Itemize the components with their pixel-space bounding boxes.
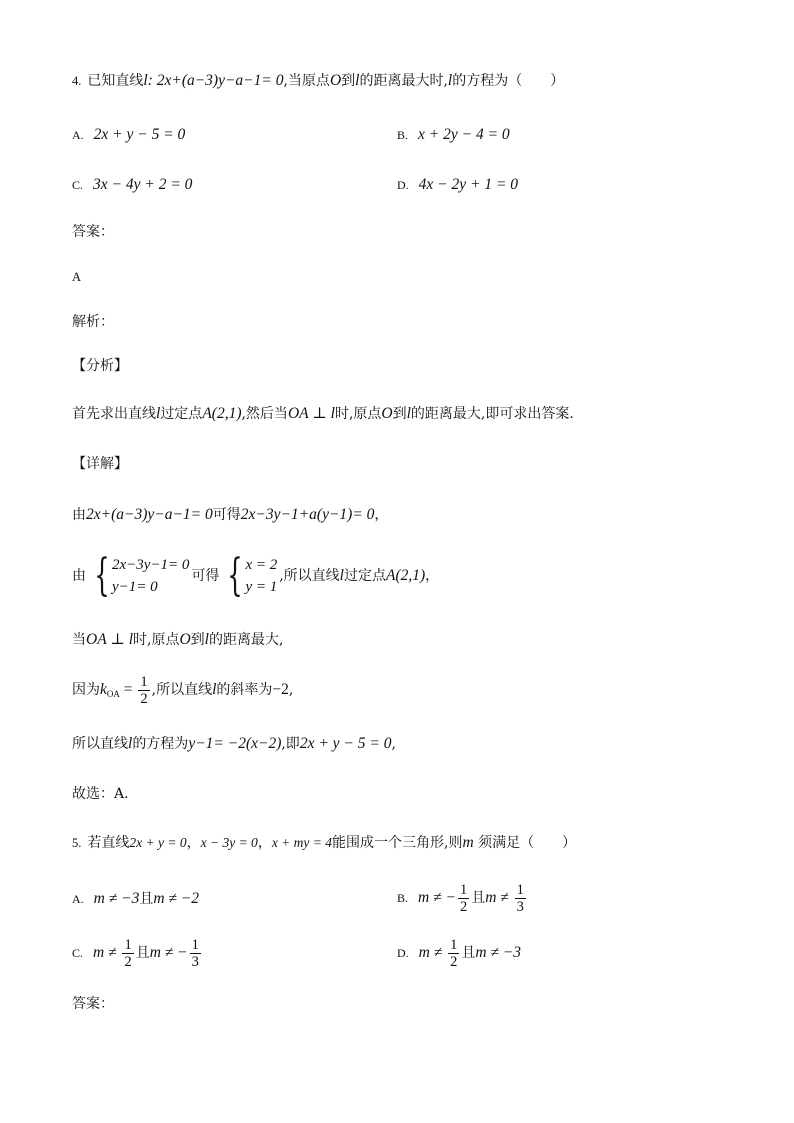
q5-eq2: x − 3y = 0	[200, 835, 258, 850]
step1-b: 可得	[212, 507, 241, 523]
step5-c: ,即	[281, 736, 300, 752]
step1-a: 由	[72, 507, 86, 523]
step2-d: 过定点	[343, 568, 386, 584]
step4-b: ,所以直线	[151, 682, 213, 698]
step3-c: 到	[190, 632, 205, 648]
fenxi-t3: ,然后当	[241, 406, 288, 422]
q5-d-p1: m ≠	[418, 944, 447, 961]
q5-option-b-label: B.	[397, 891, 409, 905]
q5-sep2: ，	[257, 835, 272, 851]
q5-c-f1-den: 2	[124, 953, 132, 970]
q4-number: 4.	[72, 74, 82, 88]
step4-eq: =	[119, 681, 137, 698]
sys2-line2: y = 1	[245, 579, 278, 595]
q5-a-p1: m ≠ −3	[93, 890, 140, 907]
q4-option-c-label: C.	[72, 178, 84, 192]
fenxi-t5: 到	[392, 406, 407, 422]
q5-c-frac1	[122, 937, 133, 970]
step3-point-o: O	[179, 631, 191, 648]
system-2	[221, 550, 278, 601]
q5-option-d-label: D.	[397, 946, 409, 960]
q5-c-p2: m ≠ −	[149, 944, 188, 961]
q4-step4	[72, 672, 293, 712]
q4-stem-mid: ,当原点	[283, 73, 330, 89]
q5-c-p1: m ≠	[93, 944, 121, 961]
q4-answer-label: 答案：	[72, 224, 114, 240]
q4-option-d-text: 4x − 2y + 1 = 0	[418, 176, 519, 193]
q4-option-c	[72, 174, 192, 196]
step5-a: 所以直线	[72, 736, 128, 752]
step5-eq1: y−1= −2(x−2)	[188, 735, 282, 752]
q4-option-b	[397, 124, 510, 146]
step4-d: ,	[288, 682, 294, 698]
q4-equation: : 2x+(a−3)y−a−1= 0	[147, 72, 284, 89]
step4-k: k	[100, 681, 107, 698]
q5-b-mid: 且	[471, 890, 486, 906]
fenxi-cond: OA ⊥ l	[287, 405, 335, 422]
q5-option-a-label: A.	[72, 892, 84, 906]
q5-d-p2: m ≠ −3	[475, 944, 522, 961]
step1-eq1: 2x+(a−3)y−a−1= 0	[86, 506, 213, 523]
q5-d-mid: 且	[461, 945, 476, 961]
q4-step3	[72, 629, 283, 651]
step1-eq2: 2x−3y−1+a(y−1)= 0	[240, 506, 375, 523]
step2-point: A(2,1)	[385, 567, 426, 584]
step2-c: ,所以直线	[279, 568, 340, 584]
q4-stem	[72, 70, 564, 92]
q4-line-name-3: l	[447, 72, 453, 89]
q4-stem-suffix: 的方程为（ ）	[452, 73, 565, 89]
q5-c-f2-num: 1	[191, 936, 199, 953]
step4-sub: OA	[106, 689, 120, 699]
system-1-brace: {	[94, 550, 110, 601]
q4-option-d-label: D.	[397, 178, 409, 192]
q5-b-frac2	[515, 882, 526, 915]
q5-stem-b: 能围成一个三角形,则	[332, 835, 463, 851]
step5-line-l: l	[128, 735, 133, 752]
system-2-brace: {	[227, 550, 244, 601]
q5-eq1: 2x + y = 0	[129, 835, 187, 850]
step3-a: 当	[72, 632, 86, 648]
q4-option-c-text: 3x − 4y + 2 = 0	[93, 176, 193, 193]
q4-option-a-label: A.	[72, 128, 84, 142]
sys2-line1: x = 2	[245, 557, 278, 573]
q5-option-a	[72, 888, 199, 910]
step3-b: 时,原点	[133, 632, 180, 648]
q5-b-frac1	[458, 882, 469, 915]
q5-d-frac1	[448, 937, 459, 970]
q5-stem-a: 若直线	[87, 835, 130, 851]
q4-step1	[72, 504, 388, 526]
q4-option-a	[72, 124, 185, 146]
q5-b-f2-den: 3	[516, 898, 524, 915]
q4-conclusion: 故选：A.	[72, 786, 129, 802]
q4-analysis-label: 解析：	[72, 314, 114, 330]
fenxi-t1: 首先求出直线	[72, 406, 156, 422]
fenxi-t2: 过定点	[160, 406, 203, 422]
q5-b-f1-num: 1	[459, 881, 468, 898]
q4-xiangjie-header: 【详解】	[72, 456, 128, 472]
q5-answer-label: 答案：	[72, 996, 114, 1012]
frac-den: 2	[140, 690, 148, 707]
fenxi-point-o: O	[381, 405, 393, 422]
q5-var-m: m	[462, 834, 474, 851]
step2-line-l: l	[339, 567, 344, 584]
step4-val: −2	[272, 681, 289, 698]
step5-eq2: 2x + y − 5 = 0	[299, 735, 392, 752]
q5-b-p2: m ≠	[485, 889, 513, 906]
q5-d-f1-num: 1	[450, 936, 458, 953]
q4-option-b-label: B.	[397, 128, 409, 142]
frac-num: 1	[140, 673, 148, 690]
step5-d: ,	[391, 736, 396, 752]
q4-stem-mid2: 到	[341, 73, 356, 89]
step3-cond: OA ⊥ l	[86, 631, 134, 648]
step4-a: 因为	[72, 682, 100, 698]
step4-c: 的斜率为	[216, 682, 273, 698]
q5-stem	[72, 832, 576, 854]
q5-eq3: x + my = 4	[271, 835, 333, 850]
step2-b: 可得	[191, 568, 220, 584]
q4-step2	[72, 550, 440, 601]
q4-step5	[72, 733, 396, 755]
q5-a-mid: 且	[139, 891, 154, 907]
q5-option-c	[72, 933, 203, 973]
step5-b: 的方程为	[132, 736, 189, 752]
q5-a-p2: m ≠ −2	[153, 890, 200, 907]
q5-number: 5.	[72, 836, 82, 850]
q5-option-d	[397, 933, 521, 973]
step2-e: ，	[425, 568, 440, 584]
q4-option-d	[397, 174, 518, 196]
q5-b-f1-den: 2	[459, 898, 468, 915]
q4-line-name-2: l	[355, 72, 360, 89]
q5-d-f1-den: 2	[450, 953, 458, 970]
system-1	[88, 550, 190, 601]
step4-line-l: l	[212, 681, 217, 698]
step2-a: 由	[72, 568, 86, 584]
q4-fenxi-header: 【分析】	[72, 358, 128, 374]
q5-option-c-label: C.	[72, 946, 84, 960]
q5-c-f2-den: 3	[191, 953, 199, 970]
q4-stem-mid3: 的距离最大时,	[359, 73, 448, 89]
q5-c-frac2	[190, 937, 201, 970]
fenxi-line-l: l	[156, 405, 161, 422]
q4-option-b-text: x + 2y − 4 = 0	[418, 126, 510, 143]
q4-point-o: O	[329, 72, 342, 89]
q4-answer: A	[72, 270, 82, 284]
step3-d: 的距离最大,	[208, 632, 284, 648]
q5-c-mid: 且	[135, 945, 150, 961]
q5-option-b	[397, 878, 528, 918]
q5-b-f2-num: 1	[516, 881, 524, 898]
fenxi-t6: 的距离最大,即可求出答案.	[410, 406, 574, 422]
fenxi-line-l-2: l	[406, 405, 411, 422]
step3-line-l: l	[204, 631, 209, 648]
q5-sep1: ，	[186, 835, 201, 851]
fenxi-t4: 时,原点	[334, 406, 382, 422]
q4-line-name: l	[143, 72, 148, 89]
q4-option-a-text: 2x + y − 5 = 0	[93, 126, 186, 143]
sys1-line2: y−1= 0	[112, 579, 158, 595]
q5-b-p1: m ≠ −	[418, 889, 456, 906]
fenxi-point: A(2,1)	[202, 405, 242, 422]
sys1-line1: 2x−3y−1= 0	[112, 557, 190, 573]
q4-fenxi-text	[72, 403, 574, 425]
step1-c: ，	[374, 507, 389, 523]
q5-c-f1-num: 1	[124, 936, 132, 953]
fraction-one-half	[138, 674, 149, 707]
q5-stem-c: 须满足（ ）	[473, 835, 577, 851]
q4-stem-prefix: 已知直线	[87, 73, 144, 89]
